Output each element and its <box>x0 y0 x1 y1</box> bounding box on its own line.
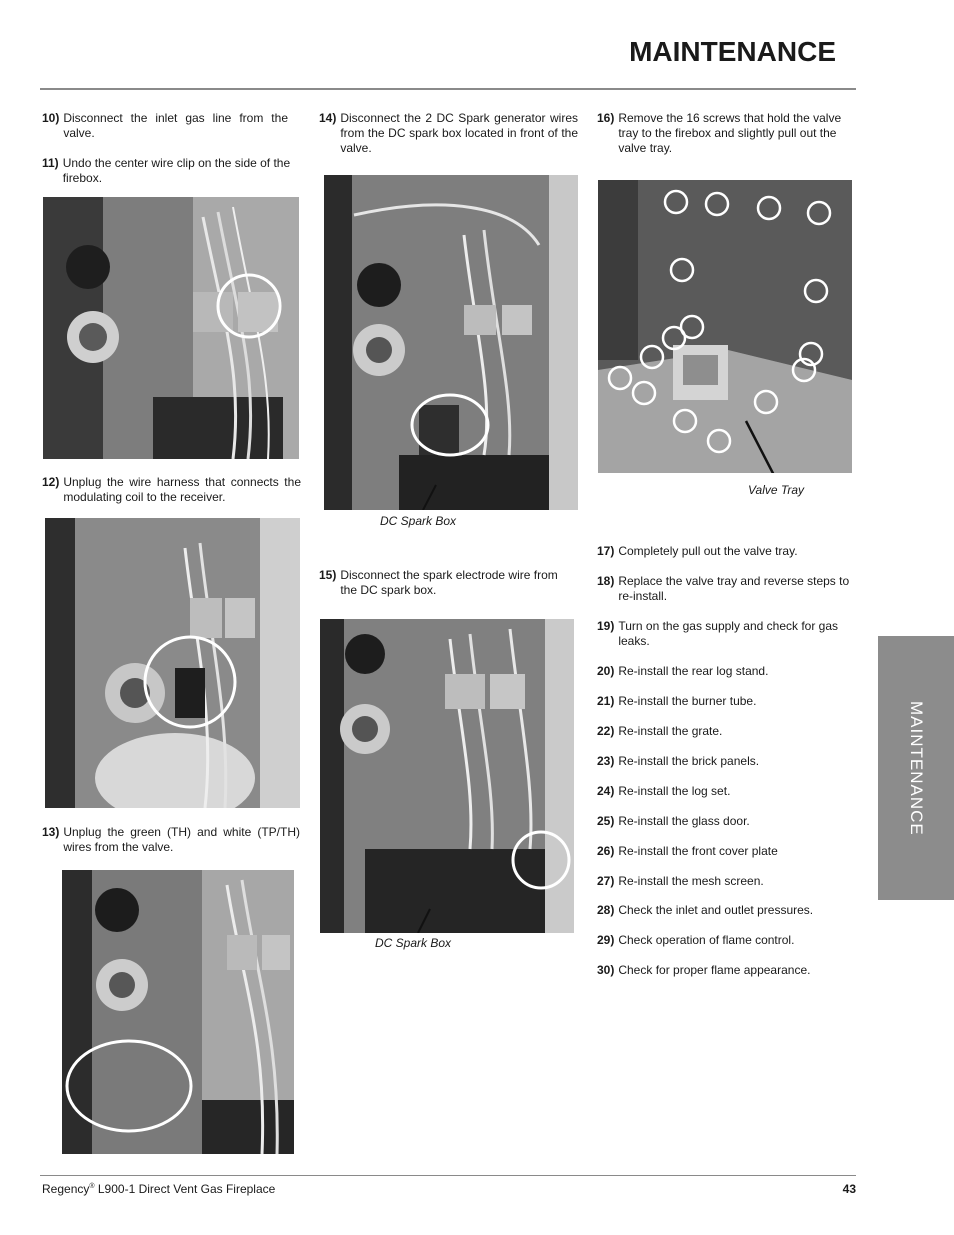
step-14 <box>319 111 578 156</box>
photo-wire-harness <box>45 518 300 808</box>
step-number: 12) <box>42 475 60 489</box>
step-number: 10) <box>42 111 60 125</box>
step-text: Re-install the log set. <box>618 784 731 798</box>
step-text: Re-install the front cover plate <box>618 844 778 858</box>
step-17 <box>597 544 853 559</box>
step-text: Re-install the glass door. <box>618 814 750 828</box>
step-11 <box>42 156 302 186</box>
step-25 <box>597 814 853 829</box>
step-number: 18) <box>597 574 615 588</box>
step-text: Disconnect the 2 DC Spark generator wires from the DC spark box located in front of the valve. <box>340 111 578 155</box>
photo-wire-clip <box>43 197 299 459</box>
step-16 <box>597 111 853 156</box>
step-text: Disconnect the spark electrode wire from the DC spark box. <box>340 568 558 597</box>
photo-valve-tray-screws <box>598 180 852 473</box>
step-text: Disconnect the inlet gas line from the valve. <box>63 111 288 140</box>
section-side-tab-label: MAINTENANCE <box>907 700 926 836</box>
step-text: Undo the center wire clip on the side of the firebox. <box>62 156 291 185</box>
step-10 <box>42 111 288 141</box>
step-number: 11) <box>42 156 59 170</box>
step-text: Turn on the gas supply and check for gas leaks. <box>618 619 839 648</box>
page-title: MAINTENANCE <box>629 36 836 67</box>
step-number: 27) <box>597 874 615 888</box>
step-number: 26) <box>597 844 615 858</box>
footer-brand: Regency <box>42 1182 90 1196</box>
step-15 <box>319 568 575 598</box>
step-number: 25) <box>597 814 615 828</box>
step-text: Unplug the wire harness that connects the modulating coil to the receiver. <box>63 475 301 504</box>
page-number: 43 <box>842 1182 856 1196</box>
footer-divider <box>40 1175 856 1176</box>
caption-dc-spark-box: DC Spark Box <box>380 514 457 528</box>
step-number: 14) <box>319 111 337 125</box>
step-19 <box>597 619 853 649</box>
step-text: Unplug the green (TH) and white (TP/TH) wires from the valve. <box>63 825 300 854</box>
step-28 <box>597 903 853 918</box>
step-number: 23) <box>597 754 615 768</box>
step-18 <box>597 574 853 604</box>
step-24 <box>597 784 853 799</box>
step-number: 20) <box>597 664 615 678</box>
step-number: 17) <box>597 544 615 558</box>
step-number: 21) <box>597 694 615 708</box>
step-number: 22) <box>597 724 615 738</box>
step-text: Check operation of flame control. <box>618 933 795 947</box>
step-text: Re-install the brick panels. <box>618 754 760 768</box>
step-text: Re-install the grate. <box>618 724 723 738</box>
step-20 <box>597 664 853 679</box>
step-number: 24) <box>597 784 615 798</box>
footer-model: L900-1 Direct Vent Gas Fireplace <box>94 1182 276 1196</box>
step-text: Replace the valve tray and reverse steps to re-install. <box>618 574 850 603</box>
section-side-tab <box>878 636 954 900</box>
step-number: 30) <box>597 963 615 977</box>
step-number: 28) <box>597 903 615 917</box>
footer-product-name <box>42 1182 275 1196</box>
step-number: 13) <box>42 825 60 839</box>
header-divider <box>40 88 856 90</box>
step-26 <box>597 844 853 859</box>
step-23 <box>597 754 853 769</box>
step-27 <box>597 874 853 889</box>
photo-spark-electrode <box>320 619 574 933</box>
photo-valve-wires <box>62 870 294 1154</box>
photo-dc-spark-generator <box>324 175 578 510</box>
step-22 <box>597 724 853 739</box>
step-text: Completely pull out the valve tray. <box>618 544 798 558</box>
step-number: 19) <box>597 619 615 633</box>
step-13 <box>42 825 300 855</box>
step-30 <box>597 963 853 978</box>
step-text: Re-install the mesh screen. <box>618 874 764 888</box>
step-number: 29) <box>597 933 615 947</box>
caption-valve-tray: Valve Tray <box>748 483 805 497</box>
step-text: Remove the 16 screws that hold the valve tray to the firebox and slightly pull out the valve tray. <box>618 111 842 155</box>
step-29 <box>597 933 853 948</box>
step-text: Re-install the rear log stand. <box>618 664 769 678</box>
step-text: Re-install the burner tube. <box>618 694 757 708</box>
caption-dc-spark-box: DC Spark Box <box>375 936 452 950</box>
step-text: Check for proper flame appearance. <box>618 963 811 977</box>
step-21 <box>597 694 853 709</box>
registered-mark: ® <box>89 1183 95 1190</box>
step-text: Check the inlet and outlet pressures. <box>618 903 814 917</box>
step-number: 16) <box>597 111 615 125</box>
step-12 <box>42 475 301 505</box>
step-number: 15) <box>319 568 337 582</box>
